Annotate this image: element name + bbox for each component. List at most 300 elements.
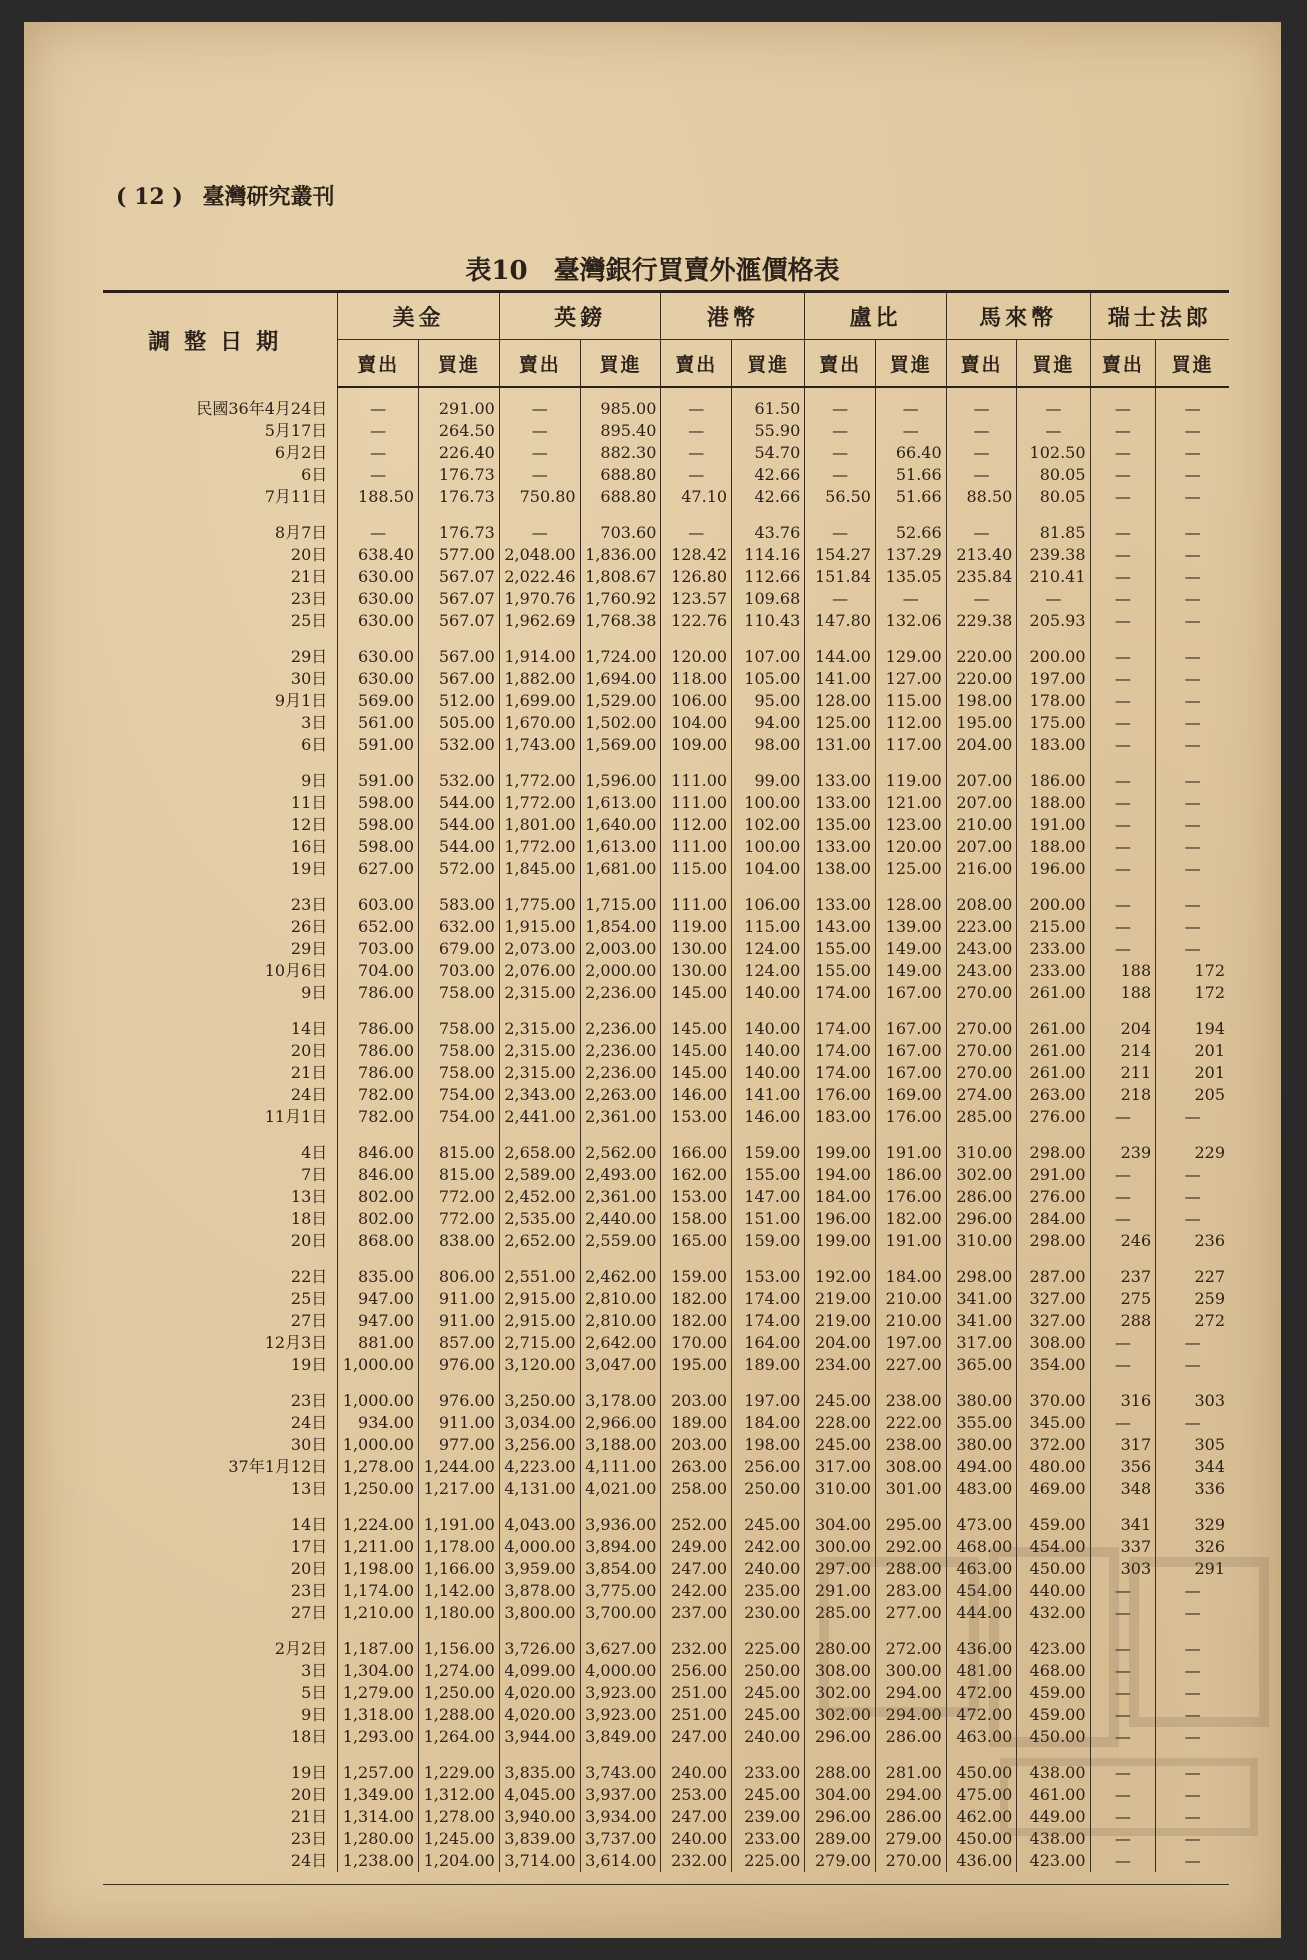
rate-cell: — [1156,632,1229,668]
rate-cell: 3,743.00 [580,1748,661,1784]
rate-cell: 291 [1156,1558,1229,1580]
rate-cell: — [1156,858,1229,880]
rate-cell: 2,361.00 [580,1186,661,1208]
row-date: 29日 [290,647,328,666]
rate-cell: 365.00 [946,1354,1017,1376]
rate-cell: 472.00 [946,1704,1017,1726]
rate-cell: — [875,387,946,420]
rate-cell: — [1090,632,1156,668]
rate-cell: 155.00 [805,938,876,960]
rate-cell: 166.00 [661,1128,732,1164]
rate-cell: 449.00 [1017,1806,1090,1828]
rate-cell: 577.00 [419,544,500,566]
rate-cell: 703.00 [419,960,500,982]
rate-cell: 238.00 [875,1434,946,1456]
row-date: 23日 [290,1829,328,1848]
row-date: 6月2日 [274,443,328,462]
rate-cell: — [1156,1106,1229,1128]
rate-cell: 679.00 [419,938,500,960]
rate-cell: — [1156,544,1229,566]
rate-cell: 42.66 [732,464,805,486]
rate-cell: — [805,420,876,442]
rate-cell: — [805,464,876,486]
rate-cell: 42.66 [732,486,805,508]
rate-cell: — [946,442,1017,464]
rate-cell: 188 [1090,960,1156,982]
rate-cell: — [1090,610,1156,632]
rate-cell: 176.00 [875,1106,946,1128]
rate-cell: — [1156,1850,1229,1872]
rate-cell: 591.00 [338,756,419,792]
rate-cell: 88.50 [946,486,1017,508]
table-row [103,1748,1229,1784]
rate-cell: 243.00 [946,938,1017,960]
rate-cell: 468.00 [946,1536,1017,1558]
rate-cell: 294.00 [875,1682,946,1704]
rate-cell: 111.00 [661,836,732,858]
rate-cell: 232.00 [661,1850,732,1872]
rate-cell: 133.00 [805,792,876,814]
rate-cell: 109.68 [732,588,805,610]
table-bottom-rule [103,1884,1229,1885]
rate-cell: — [1156,610,1229,632]
rate-cell: 2,236.00 [580,1040,661,1062]
rate-cell: 102.00 [732,814,805,836]
rate-cell: 475.00 [946,1784,1017,1806]
rate-cell: 3,178.00 [580,1376,661,1412]
hkd-buy-header: 買進 [732,340,805,388]
rate-cell: 544.00 [419,792,500,814]
rate-cell: 380.00 [946,1434,1017,1456]
rate-cell: 3,614.00 [580,1850,661,1872]
rate-cell: 291.00 [419,387,500,420]
rate-cell: — [1090,880,1156,916]
rate-cell: — [1090,1748,1156,1784]
row-date: 3日 [301,713,328,732]
rate-cell: 3,936.00 [580,1500,661,1536]
row-date: 6日 [301,465,328,484]
row-date: 22日 [290,1267,328,1286]
rate-cell: 210.41 [1017,566,1090,588]
rate-cell: 326 [1156,1536,1229,1558]
rate-cell: 758.00 [419,1062,500,1084]
rate-cell: 2,263.00 [580,1084,661,1106]
rate-cell: 288.00 [805,1748,876,1784]
rate-cell: 280.00 [805,1624,876,1660]
rate-cell: 1,274.00 [419,1660,500,1682]
table-row [103,1624,1229,1660]
row-date: 17日 [290,1537,328,1556]
rate-cell: 52.66 [875,508,946,544]
rate-cell: 1,312.00 [419,1784,500,1806]
rate-cell: 3,835.00 [499,1748,580,1784]
rate-cell: — [1090,756,1156,792]
rate-cell: — [1090,814,1156,836]
rate-cell: 189.00 [661,1412,732,1434]
rate-cell: 544.00 [419,814,500,836]
rate-cell: 3,959.00 [499,1558,580,1580]
rate-cell: 327.00 [1017,1288,1090,1310]
rate-cell: 233.00 [1017,960,1090,982]
rate-cell: — [1156,756,1229,792]
rate-cell: 240.00 [732,1558,805,1580]
rate-cell: 154.27 [805,544,876,566]
rate-cell: 291.00 [805,1580,876,1602]
table-row [103,814,1229,836]
rate-cell: 3,923.00 [580,1682,661,1704]
rate-cell: 141.00 [805,668,876,690]
row-date: 民國36年4月24日 [196,398,328,418]
rate-cell: 169.00 [875,1084,946,1106]
rate-cell: 1,962.69 [499,610,580,632]
rate-cell: — [1156,1726,1229,1748]
rate-cell: 758.00 [419,1004,500,1040]
rate-cell: 4,131.00 [499,1478,580,1500]
table-row [103,1704,1229,1726]
rate-cell: — [1156,1580,1229,1602]
rate-cell: 222.00 [875,1412,946,1434]
rate-cell: 80.05 [1017,464,1090,486]
table-row [103,387,1229,420]
rate-cell: 2,441.00 [499,1106,580,1128]
rate-cell: 2,315.00 [499,982,580,1004]
rate-cell: — [661,420,732,442]
rate-cell: 197.00 [732,1376,805,1412]
rate-cell: 294.00 [875,1784,946,1806]
rate-cell: 143.00 [805,916,876,938]
row-date: 23日 [290,1391,328,1410]
rate-cell: 911.00 [419,1412,500,1434]
rate-cell: 1,178.00 [419,1536,500,1558]
rate-cell: 432.00 [1017,1602,1090,1624]
table-row [103,916,1229,938]
rate-cell: 240.00 [732,1726,805,1748]
rate-cell: 1,238.00 [338,1850,419,1872]
rate-cell: 4,021.00 [580,1478,661,1500]
rate-cell: — [1156,916,1229,938]
rate-cell: 976.00 [419,1376,500,1412]
rate-cell: 178.00 [1017,690,1090,712]
rate-cell: — [499,442,580,464]
rate-cell: 118.00 [661,668,732,690]
rate-cell: 1,210.00 [338,1602,419,1624]
rate-cell: 220.00 [946,632,1017,668]
rate-cell: — [1156,1354,1229,1376]
rate-cell: 184.00 [732,1412,805,1434]
rate-cell: — [338,442,419,464]
row-date: 10月6日 [264,961,328,980]
rate-cell: 1,293.00 [338,1726,419,1748]
rate-cell: 292.00 [875,1536,946,1558]
rate-cell: — [1156,1332,1229,1354]
rate-cell: — [1090,1850,1156,1872]
row-date: 24日 [290,1085,328,1104]
rate-cell: 294.00 [875,1704,946,1726]
rate-cell: 234.00 [805,1354,876,1376]
rate-cell: — [661,387,732,420]
rate-cell: 3,934.00 [580,1806,661,1828]
rate-cell: 291.00 [1017,1164,1090,1186]
rate-cell: 229 [1156,1128,1229,1164]
rate-cell: 317 [1090,1434,1156,1456]
rate-cell: 191.00 [1017,814,1090,836]
rate-cell: 1,772.00 [499,836,580,858]
row-date: 25日 [290,1289,328,1308]
rate-cell: 2,715.00 [499,1332,580,1354]
rate-cell: 149.00 [875,960,946,982]
rate-cell: 772.00 [419,1186,500,1208]
date-column-header: 調整日期 [103,292,338,388]
hkd-sell-header: 賣出 [661,340,732,388]
rate-cell: 911.00 [419,1288,500,1310]
row-date: 30日 [290,669,328,688]
rate-cell: 183.00 [805,1106,876,1128]
rate-cell: 1,760.92 [580,588,661,610]
rate-cell: 308.00 [875,1456,946,1478]
rate-cell: 123.57 [661,588,732,610]
rate-cell: 270.00 [946,1004,1017,1040]
rate-cell: — [1156,464,1229,486]
row-date: 14日 [290,1019,328,1038]
rate-cell: 296.00 [805,1806,876,1828]
rate-cell: 3,256.00 [499,1434,580,1456]
rate-cell: 239 [1090,1128,1156,1164]
rate-cell: 688.80 [580,464,661,486]
rate-cell: 182.00 [661,1310,732,1332]
rate-cell: 3,714.00 [499,1850,580,1872]
table-row [103,960,1229,982]
rate-cell: 758.00 [419,1040,500,1062]
row-date: 21日 [290,1807,328,1826]
rate-cell: 200.00 [1017,632,1090,668]
rate-cell: 119.00 [875,756,946,792]
rate-cell: 253.00 [661,1784,732,1806]
rate-cell: 1,142.00 [419,1580,500,1602]
rate-cell: 114.16 [732,544,805,566]
currency-header-hkd: 港幣 [661,292,805,340]
rate-cell: 512.00 [419,690,500,712]
rate-cell: — [338,464,419,486]
row-date: 9月1日 [274,691,328,710]
rate-cell: 242.00 [661,1580,732,1602]
rate-cell: 782.00 [338,1106,419,1128]
rate-cell: 1,304.00 [338,1660,419,1682]
gbp-buy-header: 買進 [580,340,661,388]
table-row [103,690,1229,712]
rate-cell: — [1156,1208,1229,1230]
rate-cell: 279.00 [875,1828,946,1850]
rate-cell: — [1090,1704,1156,1726]
rate-cell: 450.00 [946,1828,1017,1850]
table-row [103,1434,1229,1456]
rate-cell: 201 [1156,1040,1229,1062]
rate-cell: 3,726.00 [499,1624,580,1660]
rate-cell: 144.00 [805,632,876,668]
rate-cell: — [1090,464,1156,486]
rate-cell: 567.00 [419,632,500,668]
rate-cell: 153.00 [661,1186,732,1208]
rate-cell: 436.00 [946,1850,1017,1872]
rate-cell: 182.00 [875,1208,946,1230]
rate-cell: 304.00 [805,1784,876,1806]
rate-cell: 229.38 [946,610,1017,632]
rate-cell: — [1156,880,1229,916]
rate-cell: 250.00 [732,1478,805,1500]
rate-cell: 786.00 [338,982,419,1004]
rate-cell: 2,000.00 [580,960,661,982]
row-date: 20日 [290,545,328,564]
rate-cell: — [1090,486,1156,508]
rate-cell: 125.00 [805,712,876,734]
rate-cell: 149.00 [875,938,946,960]
rate-cell: 186.00 [1017,756,1090,792]
rate-cell: 838.00 [419,1230,500,1252]
rate-cell: 1,204.00 [419,1850,500,1872]
rate-cell: — [1090,1682,1156,1704]
rate-cell: — [1156,1412,1229,1434]
rate-cell: 155.00 [732,1164,805,1186]
rate-cell: 1,280.00 [338,1828,419,1850]
rate-cell: 2,440.00 [580,1208,661,1230]
rate-cell: 423.00 [1017,1624,1090,1660]
table-row [103,1602,1229,1624]
rate-cell: 2,361.00 [580,1106,661,1128]
rate-cell: 174.00 [732,1310,805,1332]
rate-cell: 703.00 [338,938,419,960]
rate-cell: 1,224.00 [338,1500,419,1536]
rate-cell: 133.00 [805,756,876,792]
rate-cell: 235.00 [732,1580,805,1602]
row-date: 21日 [290,567,328,586]
row-date: 16日 [290,837,328,856]
rate-cell: 186.00 [875,1164,946,1186]
rate-cell: 191.00 [875,1128,946,1164]
rate-cell: 54.70 [732,442,805,464]
currency-header-mal: 馬來幣 [946,292,1090,340]
table-row [103,544,1229,566]
rate-cell: 703.60 [580,508,661,544]
table-row [103,836,1229,858]
table-title: 表10 臺灣銀行買賣外滙價格表 [465,256,840,286]
rate-cell: 111.00 [661,880,732,916]
rate-cell: 124.00 [732,938,805,960]
rate-cell: 2,915.00 [499,1288,580,1310]
row-date: 11日 [290,793,328,812]
rate-cell: — [1090,916,1156,938]
page-header [116,180,334,211]
rate-cell: 583.00 [419,880,500,916]
rate-cell: 239.38 [1017,544,1090,566]
rate-cell: 115.00 [875,690,946,712]
rate-cell: — [499,420,580,442]
rate-cell: 985.00 [580,387,661,420]
rate-cell: 296.00 [805,1726,876,1748]
rate-cell: — [1090,508,1156,544]
rate-cell: 4,020.00 [499,1682,580,1704]
rate-cell: 2,315.00 [499,1004,580,1040]
row-date: 3日 [301,1661,328,1680]
rate-cell: — [1156,1660,1229,1682]
scanned-page [24,22,1281,1938]
row-date: 5日 [301,1683,328,1702]
rate-cell: 2,652.00 [499,1230,580,1252]
rate-cell: 135.05 [875,566,946,588]
rate-cell: 247.00 [661,1806,732,1828]
rate-cell: 1,000.00 [338,1434,419,1456]
rate-cell: 1,914.00 [499,632,580,668]
rate-cell: 195.00 [661,1354,732,1376]
rate-cell: 469.00 [1017,1478,1090,1500]
rate-cell: 786.00 [338,1062,419,1084]
rate-cell: 440.00 [1017,1580,1090,1602]
rate-cell: 128.00 [875,880,946,916]
rate-cell: 112.00 [661,814,732,836]
row-date: 9日 [301,771,328,790]
rate-cell: 1,768.38 [580,610,661,632]
currency-header-inr: 盧比 [805,292,946,340]
rate-cell: 263.00 [1017,1084,1090,1106]
rate-cell: 133.00 [805,836,876,858]
table-row [103,1252,1229,1288]
row-date: 23日 [290,589,328,608]
rate-cell: 336 [1156,1478,1229,1500]
rate-cell: 704.00 [338,960,419,982]
table-row [103,712,1229,734]
rate-cell: 230.00 [732,1602,805,1624]
rate-cell: 165.00 [661,1230,732,1252]
table-row [103,486,1229,508]
rate-cell: 977.00 [419,1434,500,1456]
rate-cell: 286.00 [946,1186,1017,1208]
table-row [103,632,1229,668]
rate-cell: 274.00 [946,1084,1017,1106]
rate-cell: 272.00 [875,1624,946,1660]
rate-cell: — [1156,1704,1229,1726]
rate-cell: 450.00 [1017,1726,1090,1748]
rate-cell: — [1090,734,1156,756]
rate-cell: 251.00 [661,1704,732,1726]
rate-cell: 341.00 [946,1288,1017,1310]
rate-cell: — [1090,1186,1156,1208]
rate-cell: 2,452.00 [499,1186,580,1208]
rate-cell: 630.00 [338,632,419,668]
rate-cell: 204.00 [946,734,1017,756]
rate-cell: 208.00 [946,880,1017,916]
table-row [103,1580,1229,1602]
rate-cell: 815.00 [419,1164,500,1186]
row-date: 11月1日 [264,1107,328,1126]
rate-cell: — [1090,712,1156,734]
rate-cell: 1,288.00 [419,1704,500,1726]
rate-cell: — [1156,486,1229,508]
rate-cell: 184.00 [805,1186,876,1208]
rate-cell: 567.00 [419,668,500,690]
rate-cell: 256.00 [661,1660,732,1682]
table-row [103,1354,1229,1376]
rate-cell: 105.00 [732,668,805,690]
rate-cell: 189.00 [732,1354,805,1376]
rate-cell: 210.00 [946,814,1017,836]
rate-cell: 3,839.00 [499,1828,580,1850]
rate-cell: — [1090,1806,1156,1828]
rate-cell: 277.00 [875,1602,946,1624]
row-date: 5月17日 [264,421,328,440]
rate-cell: 295.00 [875,1500,946,1536]
rate-cell: 754.00 [419,1106,500,1128]
rate-cell: 252.00 [661,1500,732,1536]
rate-cell: 100.00 [732,836,805,858]
table-row [103,1106,1229,1128]
